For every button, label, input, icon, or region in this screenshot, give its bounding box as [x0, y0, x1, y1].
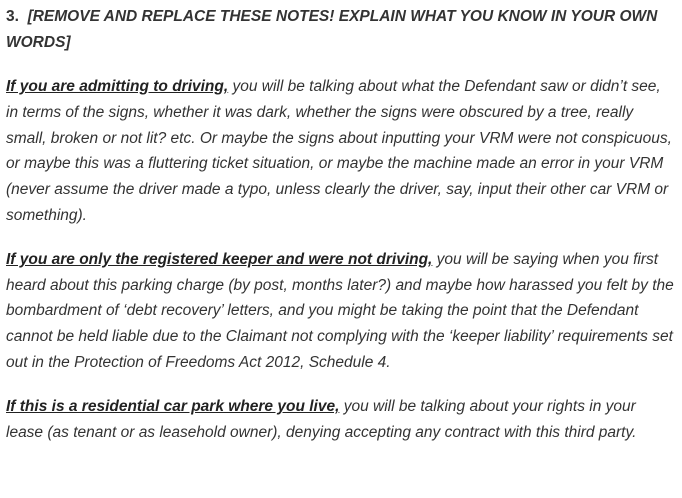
paragraph-driving	[6, 74, 676, 229]
section-heading	[6, 4, 676, 56]
section-title: [REMOVE AND REPLACE THESE NOTES! EXPLAIN WHAT YOU KNOW IN YOUR OWN WORDS]	[6, 8, 658, 51]
paragraph-registered-keeper-body: you will be saying when you first heard about this parking charge (by post, months later?) and maybe how harassed you felt by the bombardment of ‘debt recovery’ letters, and you might be taking the point that the Defendant cannot be held liable due to the Claimant not complying with the ‘keeper liability’ requirements set out in the Protection of Freedoms Act 2012, Schedule 4.	[6, 250, 674, 371]
paragraph-residential	[6, 394, 676, 446]
paragraph-driving-lead: If you are admitting to driving,	[6, 78, 229, 95]
section-number: 3.	[6, 8, 19, 25]
paragraph-residential-lead: If this is a residential car park where you live,	[6, 397, 340, 415]
paragraph-registered-keeper	[6, 247, 676, 376]
paragraph-driving-body: you will be talking about what the Defendant saw or didn’t see, in terms of the signs, whether it was dark, whether the signs were obscured by a tree, really small, broken or not lit? etc. Or maybe the signs about inputting your VRM were not conspicuous, or maybe this was a fluttering ticket situation, or maybe the machine made an error in your VRM (never assume the driver made a typo, unless clearly the driver, say, input their other car VRM or something).	[6, 78, 672, 224]
paragraph-registered-keeper-lead: If you are only the registered keeper and were not driving,	[6, 250, 433, 268]
paragraph-residential-body: you will be talking about your rights in your lease (as tenant or as leasehold owner), denying accepting any contract with this third party.	[6, 397, 637, 441]
